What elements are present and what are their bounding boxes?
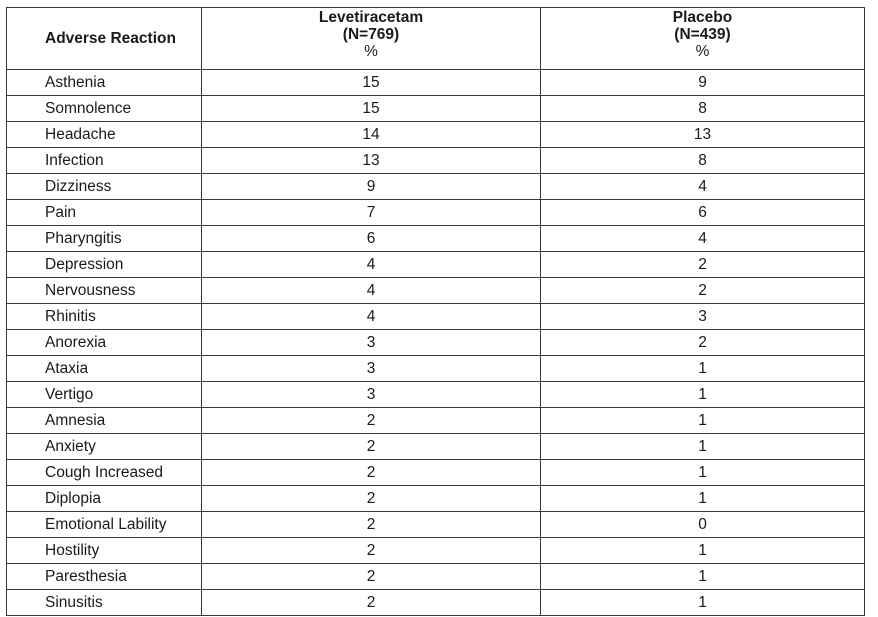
adverse-reaction-cell: Paresthesia [7,564,202,590]
levetiracetam-header-n: (N=769) [342,26,400,43]
adverse-reaction-cell: Asthenia [7,70,202,96]
levetiracetam-percent-cell: 2 [202,590,541,616]
levetiracetam-percent-cell: 6 [202,226,541,252]
placebo-percent-cell: 2 [541,252,865,278]
table-row [7,96,865,122]
levetiracetam-percent-cell: 3 [202,330,541,356]
placebo-column-header [541,8,865,70]
table-row [7,226,865,252]
adverse-reaction-cell: Hostility [7,538,202,564]
placebo-percent-cell: 1 [541,460,865,486]
levetiracetam-percent-cell: 14 [202,122,541,148]
adverse-reaction-cell: Headache [7,122,202,148]
adverse-reaction-cell: Emotional Lability [7,512,202,538]
table-header-row [7,8,865,70]
table-row [7,200,865,226]
levetiracetam-header-name: Levetiracetam [318,9,424,26]
table-row [7,356,865,382]
table-row [7,512,865,538]
adverse-reaction-cell: Anorexia [7,330,202,356]
adverse-reaction-cell: Somnolence [7,96,202,122]
table-row [7,564,865,590]
adverse-reaction-cell: Pharyngitis [7,226,202,252]
table-row [7,434,865,460]
table-row [7,252,865,278]
adverse-reactions-table-container [6,7,864,616]
table-row [7,278,865,304]
levetiracetam-percent-cell: 7 [202,200,541,226]
levetiracetam-percent-cell: 15 [202,96,541,122]
levetiracetam-percent-cell: 2 [202,460,541,486]
table-row [7,590,865,616]
adverse-reaction-cell: Diplopia [7,486,202,512]
placebo-percent-cell: 1 [541,564,865,590]
adverse-reactions-table [6,7,865,616]
placebo-percent-cell: 8 [541,148,865,174]
levetiracetam-percent-cell: 2 [202,538,541,564]
table-row [7,148,865,174]
table-body [7,70,865,616]
placebo-percent-cell: 4 [541,226,865,252]
adverse-reaction-cell: Anxiety [7,434,202,460]
adverse-reaction-cell: Rhinitis [7,304,202,330]
adverse-reaction-cell: Depression [7,252,202,278]
table-row [7,122,865,148]
table-row [7,538,865,564]
levetiracetam-percent-cell: 3 [202,356,541,382]
adverse-reaction-cell: Amnesia [7,408,202,434]
table-row [7,174,865,200]
placebo-percent-cell: 2 [541,278,865,304]
adverse-reaction-cell: Sinusitis [7,590,202,616]
levetiracetam-percent-cell: 9 [202,174,541,200]
levetiracetam-percent-cell: 4 [202,252,541,278]
adverse-reaction-cell: Nervousness [7,278,202,304]
levetiracetam-percent-cell: 2 [202,512,541,538]
adverse-reaction-cell: Dizziness [7,174,202,200]
placebo-percent-cell: 8 [541,96,865,122]
adverse-reaction-cell: Cough Increased [7,460,202,486]
table-row [7,382,865,408]
levetiracetam-percent-cell: 15 [202,70,541,96]
levetiracetam-percent-cell: 13 [202,148,541,174]
placebo-percent-cell: 13 [541,122,865,148]
adverse-reaction-header-label: Adverse Reaction [45,30,176,47]
levetiracetam-header-unit: % [364,43,378,60]
placebo-header-unit: % [695,43,710,60]
levetiracetam-percent-cell: 4 [202,278,541,304]
table-row [7,408,865,434]
placebo-percent-cell: 2 [541,330,865,356]
levetiracetam-percent-cell: 2 [202,486,541,512]
adverse-reaction-column-header [7,8,202,70]
table-row [7,330,865,356]
placebo-percent-cell: 1 [541,356,865,382]
placebo-percent-cell: 1 [541,434,865,460]
placebo-percent-cell: 1 [541,382,865,408]
levetiracetam-percent-cell: 2 [202,434,541,460]
placebo-header-name: Placebo [672,9,733,26]
levetiracetam-percent-cell: 4 [202,304,541,330]
placebo-percent-cell: 1 [541,486,865,512]
adverse-reaction-cell: Infection [7,148,202,174]
placebo-percent-cell: 1 [541,408,865,434]
placebo-percent-cell: 1 [541,590,865,616]
adverse-reaction-cell: Vertigo [7,382,202,408]
levetiracetam-percent-cell: 2 [202,408,541,434]
placebo-percent-cell: 1 [541,538,865,564]
table-row [7,304,865,330]
table-row [7,486,865,512]
placebo-percent-cell: 3 [541,304,865,330]
table-row [7,460,865,486]
adverse-reaction-cell: Pain [7,200,202,226]
placebo-percent-cell: 0 [541,512,865,538]
placebo-header-n: (N=439) [674,26,731,43]
placebo-percent-cell: 4 [541,174,865,200]
placebo-percent-cell: 6 [541,200,865,226]
adverse-reaction-cell: Ataxia [7,356,202,382]
levetiracetam-percent-cell: 3 [202,382,541,408]
placebo-percent-cell: 9 [541,70,865,96]
levetiracetam-column-header [202,8,541,70]
levetiracetam-percent-cell: 2 [202,564,541,590]
table-row [7,70,865,96]
